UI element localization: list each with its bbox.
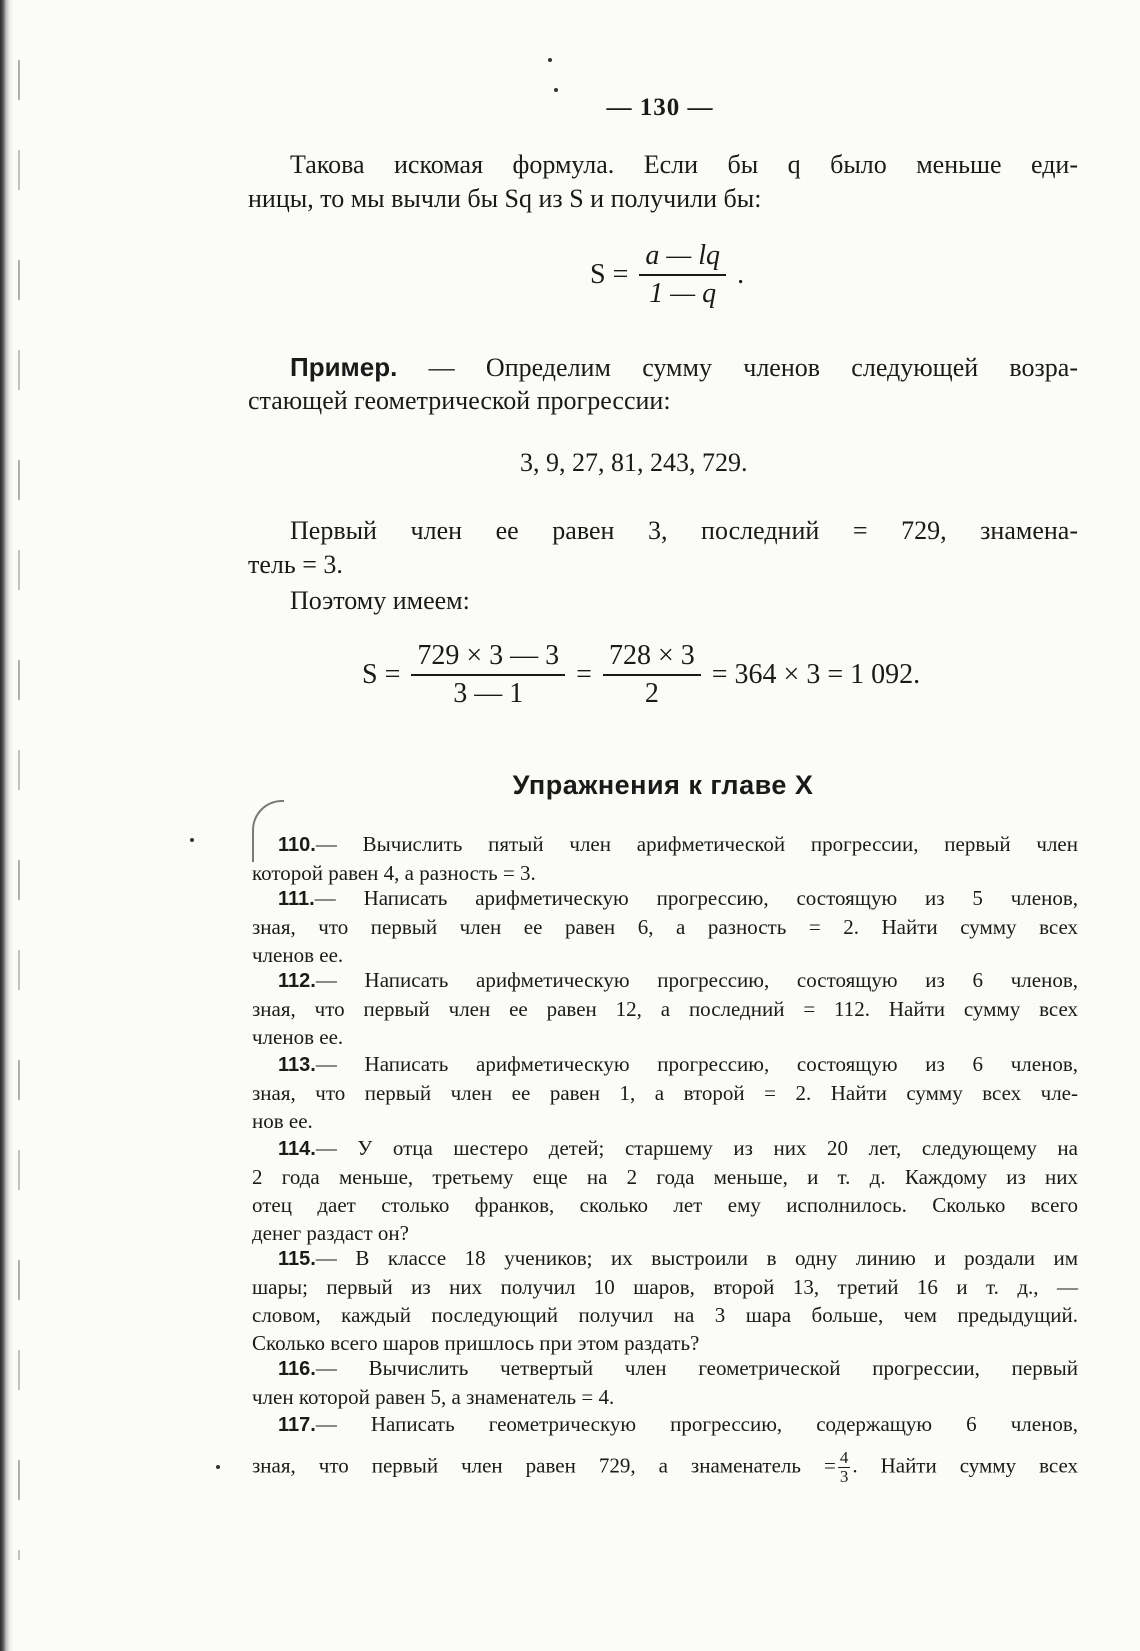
line: — Определим сумму членов следующей возра- bbox=[428, 353, 1078, 382]
exercise-line bbox=[252, 941, 1078, 969]
exercise-text: — Написать арифметическую прогрессию, состоящую из 6 членов, bbox=[315, 1052, 1078, 1076]
numerator: a — lq bbox=[639, 238, 726, 276]
exercise-line bbox=[252, 1023, 1078, 1051]
exercise-text: — У отца шестеро детей; старшему из них 20 лет, следующему на bbox=[315, 1136, 1078, 1160]
line: тель = 3. bbox=[248, 550, 343, 579]
exercise-text: членов ее. bbox=[252, 943, 344, 967]
paragraph-first-term bbox=[248, 514, 1078, 548]
exercise-line bbox=[252, 830, 1078, 859]
denominator: 3 bbox=[839, 1467, 849, 1486]
exercise-line bbox=[252, 1354, 1078, 1383]
denominator: 3 — 1 bbox=[453, 678, 524, 709]
paragraph-first-term-end bbox=[248, 548, 1078, 582]
exercise-item bbox=[252, 1410, 1078, 1486]
exercise-text: — Вычислить пятый член арифметической прогрессии, первый член bbox=[315, 832, 1078, 856]
exercise-line bbox=[252, 1107, 1078, 1135]
exercise-text: — В классе 18 учеников; их выстроили в одну линию и роздали им bbox=[315, 1246, 1078, 1270]
exercise-text: — Написать геометрическую прогрессию, содержащую 6 членов, bbox=[315, 1412, 1078, 1436]
exercise-line bbox=[252, 884, 1078, 913]
exercise-line bbox=[252, 1134, 1078, 1163]
exercise-text: — Написать арифметическую прогрессию, состоящую из 6 членов, bbox=[315, 968, 1078, 992]
formula-lhs: S = bbox=[590, 259, 629, 290]
line: Первый член ее равен 3, последний = 729, знамена- bbox=[290, 516, 1078, 545]
exercise-item bbox=[252, 1050, 1078, 1135]
exercise-line bbox=[252, 1191, 1078, 1219]
exercise-item bbox=[252, 1244, 1078, 1357]
exercise-text: зная, что первый член равен 729, а знаменатель = bbox=[252, 1453, 836, 1478]
exercise-line bbox=[252, 966, 1078, 995]
exercise-number: 117. bbox=[278, 1414, 316, 1436]
exercise-text: — Написать арифметическую прогрессию, состоящую из 5 членов, bbox=[314, 886, 1078, 910]
line: стающей геометрической прогрессии: bbox=[248, 386, 671, 415]
fraction bbox=[838, 1449, 851, 1486]
exercise-item bbox=[252, 1354, 1078, 1411]
exercise-item bbox=[252, 884, 1078, 969]
fraction bbox=[411, 638, 565, 712]
scan-binding-edge bbox=[0, 0, 14, 1651]
example-label: Пример. bbox=[290, 352, 398, 382]
paragraph-example bbox=[248, 350, 1078, 385]
exercise-text: . Найти сумму всех bbox=[852, 1453, 1078, 1478]
exercise-number: 112. bbox=[278, 970, 316, 992]
exercise-text: зная, что первый член ее равен 1, а второй = 2. Найти сумму всех чле- bbox=[252, 1081, 1078, 1105]
exercise-text: словом, каждый последующий получил на 3 шара больше, чем предыдущий. bbox=[252, 1303, 1078, 1327]
exercise-text: которой равен 4, а разность = 3. bbox=[252, 861, 536, 885]
line: Поэтому имеем: bbox=[290, 586, 470, 615]
exercise-line bbox=[252, 859, 1078, 887]
exercise-number: 116. bbox=[278, 1358, 316, 1380]
exercise-item bbox=[252, 966, 1078, 1051]
speck bbox=[548, 58, 552, 62]
speck bbox=[190, 838, 194, 842]
exercise-line bbox=[252, 1163, 1078, 1191]
exercise-line bbox=[252, 995, 1078, 1023]
exercise-line bbox=[252, 1050, 1078, 1079]
line: ницы, то мы вычли бы Sq из S и получили бы: bbox=[248, 184, 762, 213]
exercise-text: — Вычислить четвертый член геометрической прогрессии, первый bbox=[315, 1356, 1078, 1380]
formula-example-sum bbox=[362, 638, 920, 712]
scan-scratch-mark bbox=[18, 60, 20, 1560]
formula-lhs: S = bbox=[362, 659, 401, 690]
exercise-line bbox=[252, 1219, 1078, 1247]
fraction bbox=[639, 238, 726, 312]
speck bbox=[216, 1465, 220, 1469]
exercise-text: член которой равен 5, а знаменатель = 4. bbox=[252, 1385, 615, 1409]
fraction bbox=[603, 638, 701, 712]
exercise-line bbox=[252, 1079, 1078, 1107]
exercise-number: 113. bbox=[278, 1054, 316, 1076]
exercise-text: денег раздаст он? bbox=[252, 1221, 409, 1245]
section-title: Упражнения к главе X bbox=[512, 770, 814, 800]
exercise-text: отец дает столько франков, сколько лет ему исполнилось. Сколько всего bbox=[252, 1193, 1078, 1217]
denominator: 1 — q bbox=[649, 278, 717, 309]
numerator: 728 × 3 bbox=[603, 638, 701, 676]
paragraph-example-end bbox=[248, 384, 1078, 418]
paragraph-formula-intro bbox=[248, 148, 1078, 182]
exercise-text: зная, что первый член ее равен 12, а последний = 112. Найти сумму всех bbox=[252, 997, 1078, 1021]
formula-result: = 364 × 3 = 1 092. bbox=[711, 659, 921, 690]
exercise-number: 110. bbox=[278, 834, 316, 856]
exercise-item bbox=[252, 1134, 1078, 1247]
exercise-line bbox=[252, 1329, 1078, 1357]
speck bbox=[554, 88, 558, 92]
equals-sign: = bbox=[576, 659, 592, 690]
exercise-line bbox=[252, 1449, 1078, 1486]
exercise-number: 114. bbox=[278, 1138, 316, 1160]
exercise-text: Сколько всего шаров пришлось при этом раздать? bbox=[252, 1331, 700, 1355]
sequence: 3, 9, 27, 81, 243, 729. bbox=[520, 448, 748, 477]
exercise-number: 111. bbox=[278, 888, 315, 910]
numerator: 4 bbox=[839, 1448, 849, 1467]
exercise-line bbox=[252, 1301, 1078, 1329]
exercise-text: шары; первый из них получил 10 шаров, второй 13, третий 16 и т. д., — bbox=[252, 1275, 1078, 1299]
exercise-line bbox=[252, 913, 1078, 941]
formula-sum-q-less-one bbox=[590, 238, 744, 312]
exercise-text: нов ее. bbox=[252, 1109, 313, 1133]
exercise-item bbox=[252, 830, 1078, 887]
line: Такова искомая формула. Если бы q было меньше еди- bbox=[290, 150, 1078, 179]
exercise-line bbox=[252, 1273, 1078, 1301]
exercise-line bbox=[252, 1244, 1078, 1273]
exercise-text: зная, что первый член ее равен 6, а разность = 2. Найти сумму всех bbox=[252, 915, 1078, 939]
exercise-line bbox=[252, 1410, 1078, 1439]
exercise-text: членов ее. bbox=[252, 1025, 344, 1049]
formula-tail: . bbox=[737, 259, 745, 290]
exercise-line bbox=[252, 1383, 1078, 1411]
paragraph-formula-intro-end bbox=[248, 182, 1078, 216]
page-number: — 130 — bbox=[606, 94, 714, 121]
exercise-number: 115. bbox=[278, 1248, 316, 1270]
numerator: 729 × 3 — 3 bbox=[411, 638, 565, 676]
exercise-text: 2 года меньше, третьему еще на 2 года меньше, и т. д. Каждому из них bbox=[252, 1165, 1078, 1189]
denominator: 2 bbox=[644, 678, 659, 709]
paragraph-therefore bbox=[248, 584, 1078, 618]
